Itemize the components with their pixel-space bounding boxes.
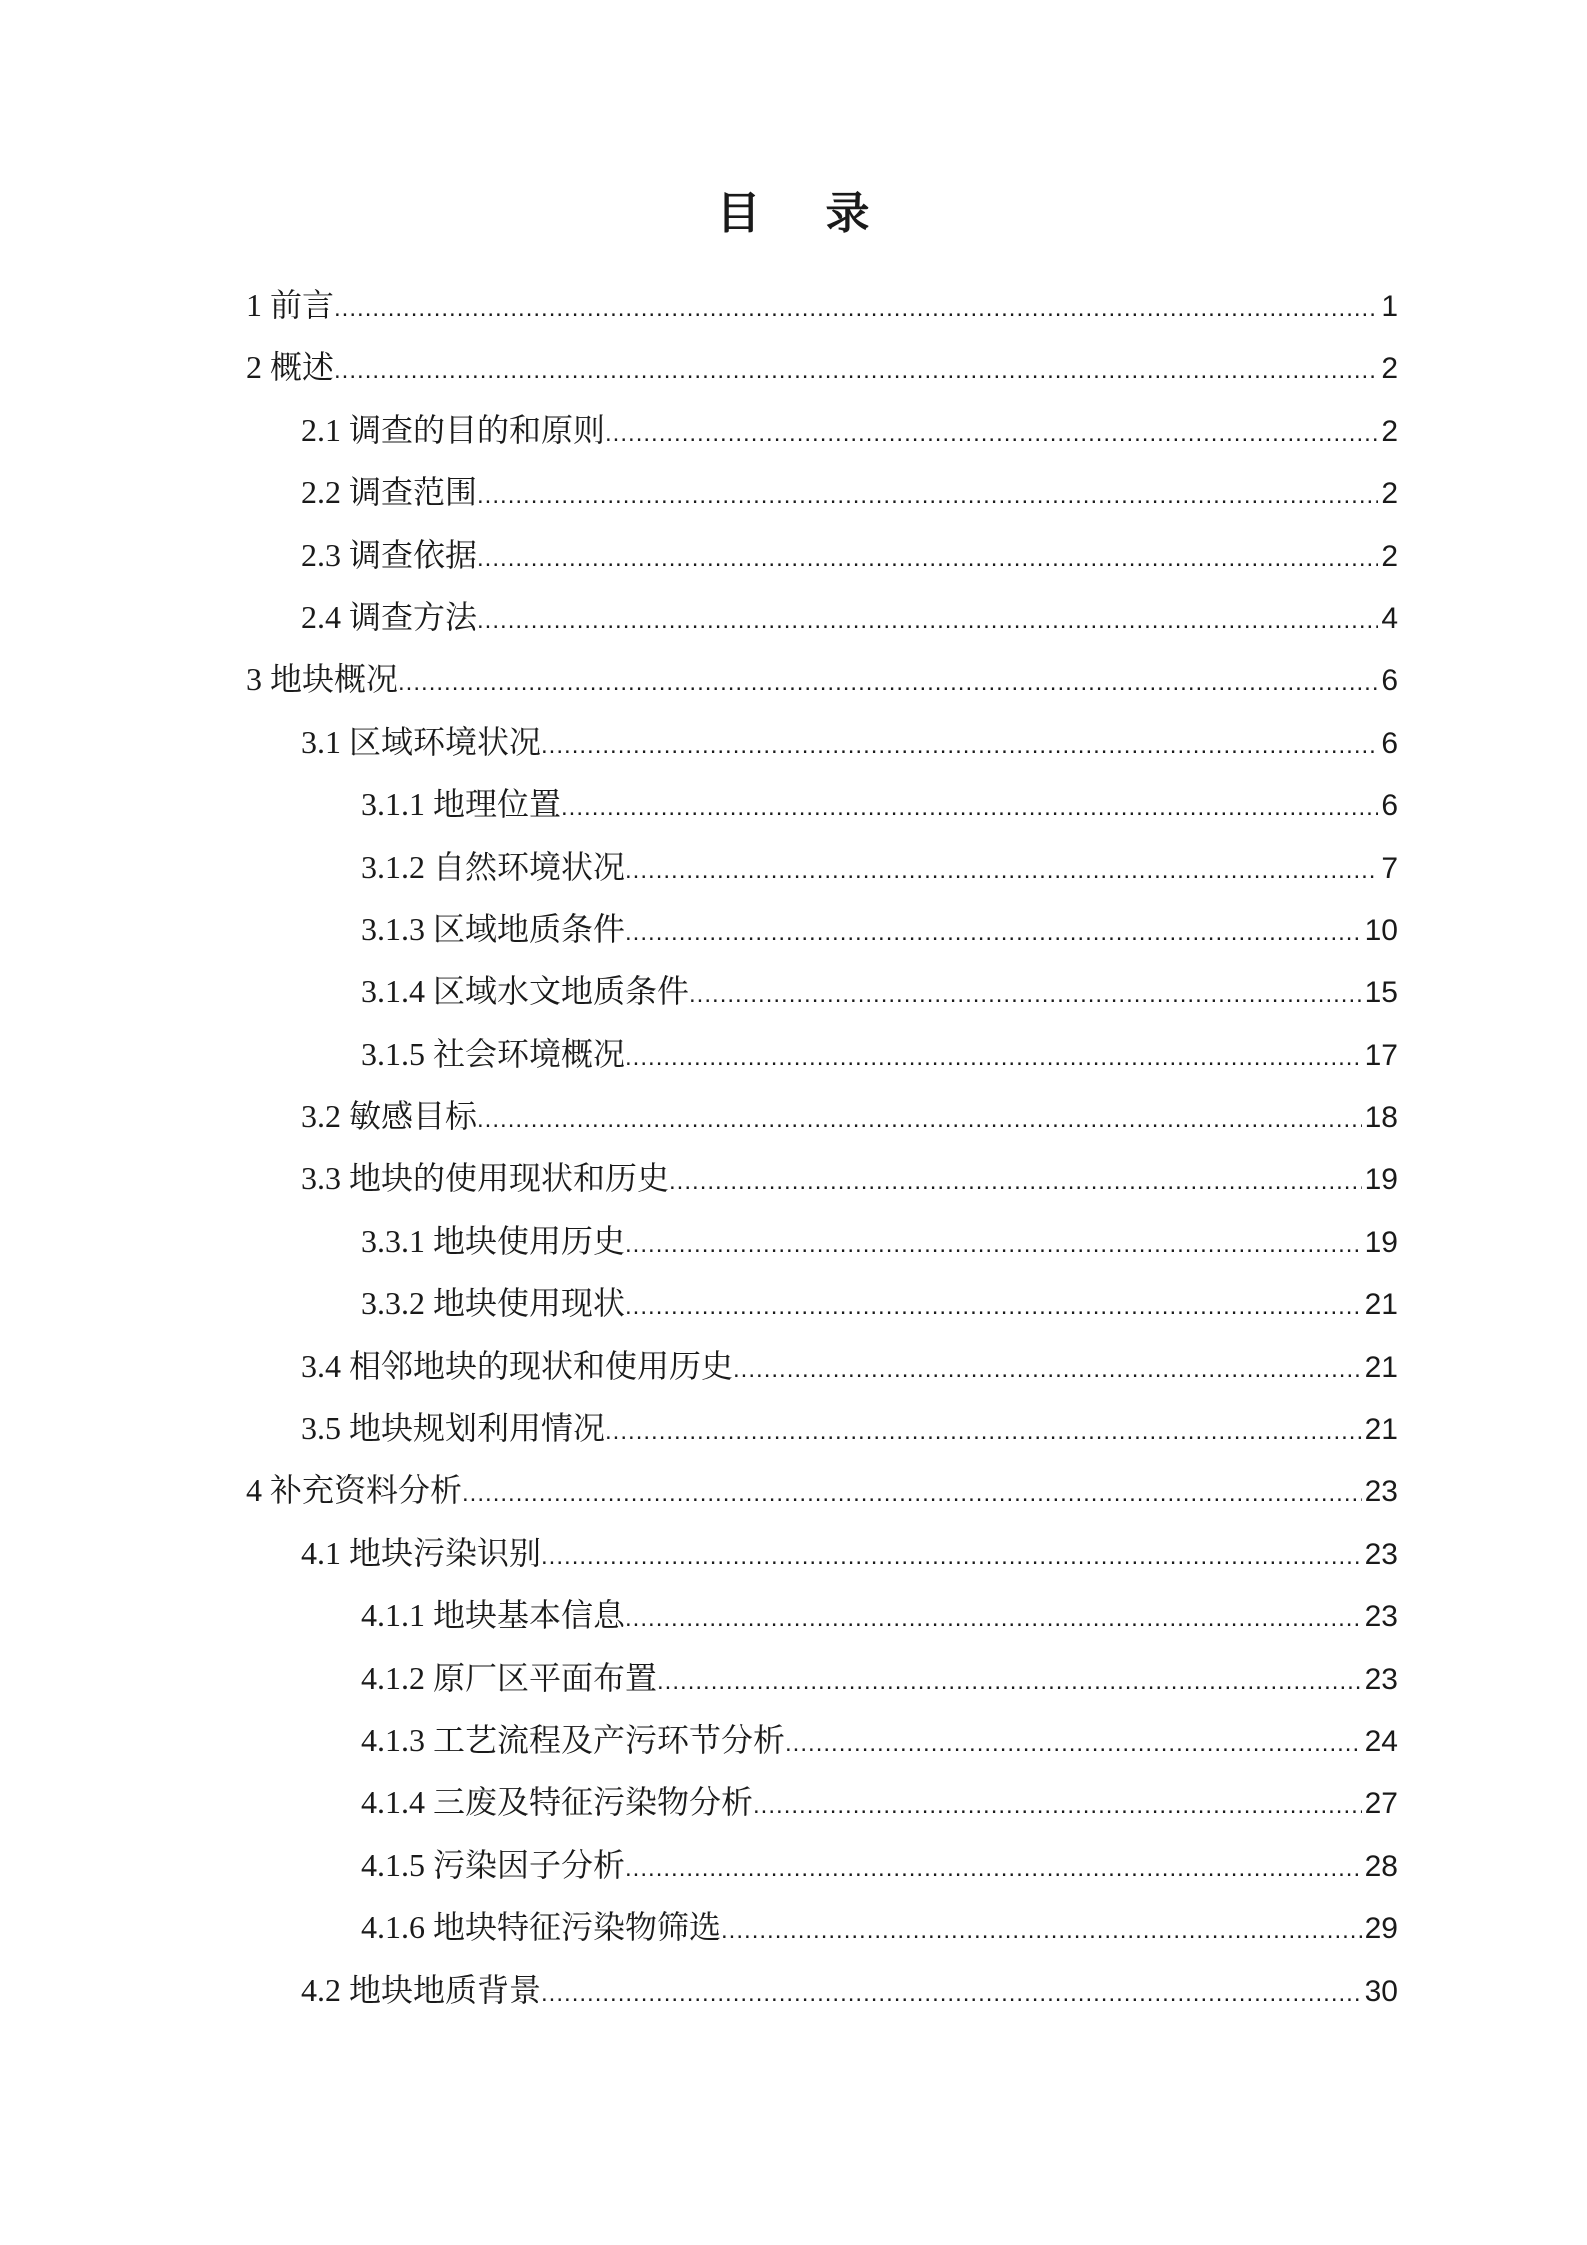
toc-entry[interactable] — [246, 648, 1398, 710]
toc-leader-dots — [334, 278, 1378, 340]
toc-leader-dots — [541, 1526, 1362, 1588]
toc-entry[interactable] — [246, 960, 1398, 1022]
toc-entry[interactable] — [246, 524, 1398, 586]
toc-entry[interactable] — [246, 773, 1398, 835]
toc-page-number: 18 — [1364, 1101, 1398, 1135]
toc-entry-label: 3.1 区域环境状况 — [301, 723, 542, 760]
toc-entry-label: 4.1.1 地块基本信息 — [361, 1597, 626, 1634]
toc-page-number: 23 — [1364, 1600, 1398, 1634]
toc-leader-dots — [334, 340, 1378, 402]
toc-leader-dots — [657, 1651, 1362, 1713]
page-title: 目 录 — [716, 189, 871, 238]
toc-page-number: 23 — [1364, 1662, 1398, 1696]
toc-entry[interactable] — [246, 1771, 1398, 1833]
toc-entry[interactable] — [246, 1272, 1398, 1334]
toc-leader-dots — [689, 964, 1362, 1026]
toc-entry-label: 3.4 相邻地块的现状和使用历史 — [301, 1347, 734, 1384]
toc-entry-label: 4.1.5 污染因子分析 — [361, 1846, 626, 1883]
toc-leader-dots — [625, 1588, 1362, 1650]
toc-leader-dots — [561, 777, 1378, 839]
toc-entry-label: 3.1.3 区域地质条件 — [361, 910, 626, 947]
toc-leader-dots — [541, 715, 1378, 777]
toc-entry[interactable] — [246, 274, 1398, 336]
toc-leader-dots — [625, 1838, 1362, 1900]
toc-page-number: 2 — [1381, 477, 1398, 511]
toc-entry[interactable] — [246, 1584, 1398, 1646]
toc-entry-label: 4.1.3 工艺流程及产污环节分析 — [361, 1721, 786, 1758]
toc-page-number: 24 — [1364, 1724, 1398, 1758]
toc-entry[interactable] — [246, 1147, 1398, 1209]
toc-leader-dots — [669, 1151, 1362, 1213]
toc-leader-dots — [477, 590, 1378, 652]
toc-entry[interactable] — [246, 586, 1398, 648]
toc-leader-dots — [721, 1900, 1362, 1962]
toc-entry-label: 2.3 调查依据 — [301, 536, 478, 573]
toc-page-number: 19 — [1364, 1225, 1398, 1259]
toc-entry-label: 4.1.2 原厂区平面布置 — [361, 1659, 658, 1696]
toc-entry[interactable] — [246, 898, 1398, 960]
toc-entry-label: 4.1.4 三废及特征污染物分析 — [361, 1784, 754, 1821]
toc-leader-dots — [605, 403, 1378, 465]
toc-entry-label: 4.1.6 地块特征污染物筛选 — [361, 1909, 722, 1946]
toc-leader-dots — [398, 652, 1378, 714]
toc-entry-label: 3.3 地块的使用现状和历史 — [301, 1160, 670, 1197]
toc-entry[interactable] — [246, 1959, 1398, 2021]
toc-entry[interactable] — [246, 1459, 1398, 1521]
toc-page-number: 6 — [1381, 664, 1398, 698]
toc-entry-label: 2.2 调查范围 — [301, 474, 478, 511]
toc-page-number: 2 — [1381, 352, 1398, 386]
toc-page-number: 1 — [1381, 290, 1398, 323]
toc-page-number: 28 — [1364, 1849, 1398, 1883]
toc-entry-label: 3.3.2 地块使用现状 — [361, 1285, 626, 1322]
toc-leader-dots — [477, 528, 1378, 590]
toc-entry-label: 4 补充资料分析 — [246, 1472, 463, 1509]
toc-entry-label: 4.2 地块地质背景 — [301, 1971, 542, 2008]
toc-page-number: 23 — [1364, 1537, 1398, 1571]
toc-page-number: 21 — [1364, 1413, 1398, 1447]
toc-page-number: 6 — [1381, 726, 1398, 760]
toc-page-number: 21 — [1364, 1288, 1398, 1322]
toc-entry-label: 2 概述 — [246, 349, 335, 386]
toc-entry-label: 3.5 地块规划利用情况 — [301, 1410, 606, 1447]
toc-leader-dots — [785, 1713, 1362, 1775]
toc-entry[interactable] — [246, 1085, 1398, 1147]
toc-entry[interactable] — [246, 1647, 1398, 1709]
toc-leader-dots — [462, 1463, 1362, 1525]
toc-page-number: 2 — [1381, 414, 1398, 448]
toc-leader-dots — [625, 902, 1362, 964]
toc-entry[interactable] — [246, 836, 1398, 898]
toc-entry-label: 3.2 敏感目标 — [301, 1098, 478, 1135]
toc-page-number: 7 — [1381, 851, 1398, 885]
toc-page-number: 27 — [1364, 1787, 1398, 1821]
toc-entry[interactable] — [246, 711, 1398, 773]
toc-entry-label: 3.1.5 社会环境概况 — [361, 1035, 626, 1072]
toc-leader-dots — [625, 840, 1378, 902]
toc-entry[interactable] — [246, 1335, 1398, 1397]
toc-page-number: 19 — [1364, 1163, 1398, 1197]
toc-page-number: 4 — [1381, 601, 1398, 635]
toc-leader-dots — [477, 1089, 1362, 1151]
toc-leader-dots — [625, 1214, 1362, 1276]
toc-entry-label: 3.3.1 地块使用历史 — [361, 1222, 626, 1259]
toc-entry-label: 3 地块概况 — [246, 661, 399, 698]
toc-entry[interactable] — [246, 1834, 1398, 1896]
toc-entry[interactable] — [246, 461, 1398, 523]
toc-entry[interactable] — [246, 1522, 1398, 1584]
toc-page-number: 30 — [1364, 1974, 1398, 2008]
toc-page-number: 17 — [1364, 1038, 1398, 1072]
toc-entry[interactable] — [246, 399, 1398, 461]
toc-page-number: 21 — [1364, 1350, 1398, 1384]
toc-list — [246, 274, 1398, 2021]
toc-leader-dots — [625, 1027, 1362, 1089]
toc-page-number: 6 — [1381, 789, 1398, 823]
toc-page-number: 10 — [1364, 913, 1398, 947]
toc-entry-label: 3.1.2 自然环境状况 — [361, 848, 626, 885]
toc-page-number: 15 — [1364, 976, 1398, 1010]
toc-leader-dots — [541, 1963, 1362, 2025]
toc-entry[interactable] — [246, 1709, 1398, 1771]
toc-entry[interactable] — [246, 336, 1398, 398]
toc-page-number: 23 — [1364, 1475, 1398, 1509]
toc-page-number: 29 — [1364, 1912, 1398, 1946]
toc-entry[interactable] — [246, 1023, 1398, 1085]
toc-leader-dots — [753, 1775, 1362, 1837]
toc-entry[interactable] — [246, 1896, 1398, 1958]
toc-page-number: 2 — [1381, 539, 1398, 573]
toc-entry-label: 2.4 调查方法 — [301, 598, 478, 635]
toc-entry-label: 2.1 调查的目的和原则 — [301, 411, 606, 448]
toc-entry-label: 3.1.1 地理位置 — [361, 786, 562, 823]
toc-entry-label: 3.1.4 区域水文地质条件 — [361, 973, 690, 1010]
toc-leader-dots — [625, 1276, 1362, 1338]
toc-leader-dots — [733, 1339, 1362, 1401]
toc-leader-dots — [477, 465, 1378, 527]
toc-leader-dots — [605, 1401, 1362, 1463]
toc-entry[interactable] — [246, 1210, 1398, 1272]
toc-entry-label: 4.1 地块污染识别 — [301, 1534, 542, 1571]
toc-entry[interactable] — [246, 1397, 1398, 1459]
toc-entry-label: 1 前言 — [246, 287, 335, 323]
